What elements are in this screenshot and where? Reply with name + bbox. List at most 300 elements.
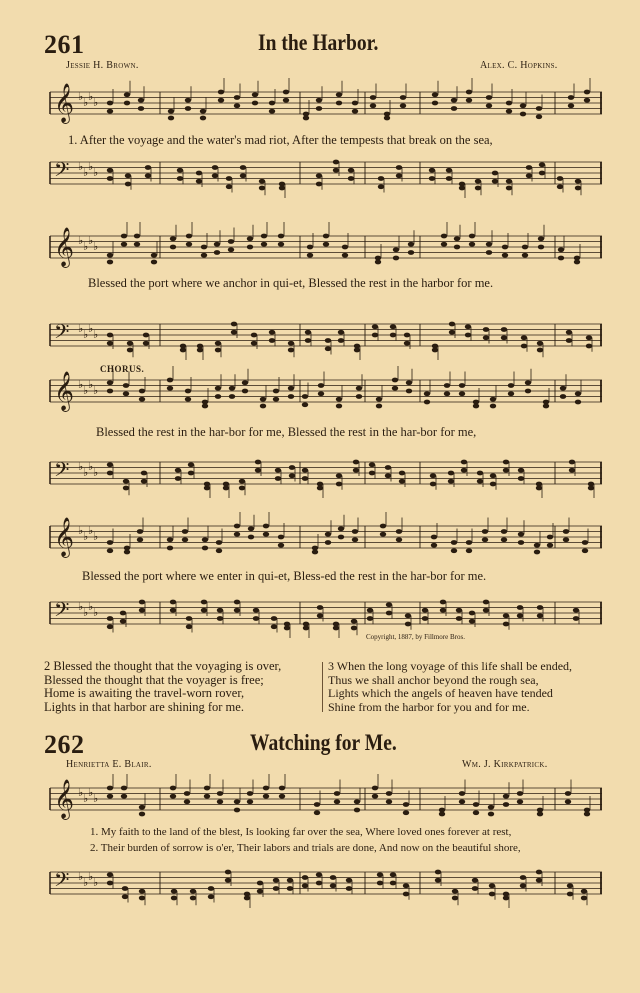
treble-staff (50, 517, 602, 560)
note-head (107, 794, 113, 799)
note-head (399, 471, 405, 476)
note-head (325, 346, 331, 351)
lyric-line: Blessed the port where we enter in qui-et, Bless-ed the rest in the har-bor for me. (82, 569, 487, 583)
note-head (469, 234, 475, 239)
note-head (248, 535, 254, 540)
note-head (325, 338, 331, 343)
note-head (459, 799, 465, 804)
note-head (242, 389, 248, 394)
flat-icon: ♭ (93, 877, 99, 889)
note-head (537, 613, 543, 618)
note-head (525, 389, 531, 394)
note-head (518, 468, 524, 473)
note-head (223, 486, 229, 491)
note-head (338, 330, 344, 335)
note-head (260, 404, 266, 409)
note-head (231, 322, 237, 327)
note-head (378, 176, 384, 181)
note-head (214, 242, 220, 247)
note-head (201, 600, 207, 605)
note-head (288, 394, 294, 399)
note-head (431, 543, 437, 548)
note-head (557, 176, 563, 181)
note-head (107, 881, 113, 886)
note-head (143, 333, 149, 338)
note-head (356, 386, 362, 391)
note-head (431, 535, 437, 540)
note-head (217, 616, 223, 621)
note-head (201, 608, 207, 613)
note-head (526, 173, 532, 178)
note-head (490, 482, 496, 487)
note-head (581, 896, 587, 901)
note-head (279, 186, 285, 191)
note-head (325, 532, 331, 537)
note-head (107, 333, 113, 338)
note-head (139, 600, 145, 605)
note-head (353, 468, 359, 473)
note-head (184, 799, 190, 804)
note-head (352, 529, 358, 534)
flat-icon: ♭ (83, 793, 89, 805)
note-head (247, 236, 253, 241)
note-head (336, 482, 342, 487)
note-head (353, 460, 359, 465)
flat-icon: ♭ (88, 461, 94, 473)
flat-icon: ♭ (93, 167, 99, 179)
flat-icon: ♭ (83, 877, 89, 889)
note-head (582, 540, 588, 545)
note-head (489, 892, 495, 897)
note-head (537, 341, 543, 346)
note-head (424, 400, 430, 405)
note-head (558, 256, 564, 261)
note-head (302, 402, 308, 407)
note-head (139, 896, 145, 901)
note-head (503, 460, 509, 465)
note-head (536, 106, 542, 111)
note-head (234, 95, 240, 100)
note-head (520, 103, 526, 108)
note-head (240, 165, 246, 170)
lyric-line: 2. Their burden of sorrow is o'er, Their labors and trials are done, And now on the beautiful shore, (90, 842, 521, 854)
flat-icon: ♭ (88, 871, 94, 883)
note-head (506, 101, 512, 106)
note-head (218, 90, 224, 95)
note-head (503, 802, 509, 807)
note-head (151, 253, 157, 258)
note-head (466, 90, 472, 95)
verse-line: Blessed the thought that the voyager is free; (44, 672, 264, 687)
note-head (404, 341, 410, 346)
note-head (317, 613, 323, 618)
note-head (124, 92, 130, 97)
note-head (369, 471, 375, 476)
verse-line: 3 When the long voyage of this life shall be ended, (328, 659, 573, 673)
note-head (503, 794, 509, 799)
note-head (336, 473, 342, 478)
note-head (263, 532, 269, 537)
flat-icon: ♭ (83, 385, 89, 397)
note-head (180, 348, 186, 353)
note-head (170, 600, 176, 605)
note-head (261, 242, 267, 247)
note-head (568, 103, 574, 108)
note-head (302, 394, 308, 399)
note-head (138, 106, 144, 111)
note-head (186, 616, 192, 621)
bass-staff (50, 866, 602, 906)
note-head (483, 608, 489, 613)
note-head (506, 109, 512, 114)
note-head (346, 886, 352, 891)
note-head (214, 250, 220, 255)
lyricist-credit: Jessie H. Brown. (66, 60, 139, 71)
note-head (575, 391, 581, 396)
note-head (177, 168, 183, 173)
note-head (234, 103, 240, 108)
note-head (560, 386, 566, 391)
note-head (107, 341, 113, 346)
note-head (380, 524, 386, 529)
note-head (123, 383, 129, 388)
note-head (257, 881, 263, 886)
note-head (538, 245, 544, 250)
bass-clef-icon: 𝄢 (54, 320, 70, 348)
note-head (543, 404, 549, 409)
note-head (461, 468, 467, 473)
note-head (367, 616, 373, 621)
note-head (581, 889, 587, 894)
note-head (547, 535, 553, 540)
flat-icon: ♭ (78, 379, 84, 391)
note-head (190, 889, 196, 894)
bass-clef-icon: 𝄢 (54, 598, 70, 626)
flat-icon: ♭ (88, 235, 94, 247)
note-head (473, 810, 479, 815)
note-head (488, 805, 494, 810)
note-head (465, 324, 471, 329)
note-head (520, 883, 526, 888)
note-head (200, 109, 206, 114)
note-head (269, 101, 275, 106)
note-head (517, 791, 523, 796)
hymn-title: In the Harbor. (258, 30, 379, 55)
note-head (226, 184, 232, 189)
note-head (167, 378, 173, 383)
note-head (432, 101, 438, 106)
treble-staff (50, 227, 602, 270)
note-head (284, 626, 290, 631)
note-head (461, 460, 467, 465)
flat-icon: ♭ (93, 97, 99, 109)
note-head (307, 245, 313, 250)
note-head (208, 894, 214, 899)
flat-icon: ♭ (78, 525, 84, 537)
note-head (124, 550, 130, 555)
note-head (489, 883, 495, 888)
note-head (486, 103, 492, 108)
note-head (167, 386, 173, 391)
note-head (403, 883, 409, 888)
note-head (573, 608, 579, 613)
note-head (506, 179, 512, 184)
note-head (386, 611, 392, 616)
note-head (406, 380, 412, 385)
note-head (316, 173, 322, 178)
flat-icon: ♭ (78, 461, 84, 473)
treble-clef-icon: 𝄞 (54, 371, 75, 411)
note-head (569, 468, 575, 473)
note-head (473, 404, 479, 409)
bass-clef-icon: 𝄢 (54, 158, 70, 186)
note-head (396, 537, 402, 542)
note-head (317, 486, 323, 491)
lyric-line: 1. My faith to the land of the blest, Is looking far over the sea, Where loved ones forever at rest, (90, 826, 512, 838)
note-head (127, 341, 133, 346)
composer-credit: Alex. C. Hopkins. (480, 60, 558, 71)
note-head (518, 476, 524, 481)
note-head (151, 260, 157, 265)
note-head (521, 344, 527, 349)
note-head (486, 242, 492, 247)
note-head (316, 872, 322, 877)
note-head (338, 338, 344, 343)
note-head (351, 619, 357, 624)
hymn-number: 262 (44, 730, 85, 759)
note-head (501, 537, 507, 542)
treble-staff (50, 779, 602, 822)
note-head (234, 600, 240, 605)
note-head (501, 529, 507, 534)
note-head (244, 896, 250, 901)
note-head (469, 242, 475, 247)
note-head (124, 101, 130, 106)
note-head (204, 486, 210, 491)
note-head (228, 239, 234, 244)
note-head (490, 404, 496, 409)
note-head (139, 389, 145, 394)
verse-line: Home is awaiting the travel-worn rover, (44, 686, 245, 700)
verse-line: Shine from the harbor for you and for me. (328, 699, 530, 714)
note-head (501, 335, 507, 340)
note-head (323, 234, 329, 239)
note-head (475, 179, 481, 184)
flat-icon: ♭ (88, 379, 94, 391)
treble-clef-icon: 𝄞 (54, 83, 75, 123)
bass-staff (50, 456, 602, 496)
note-head (392, 378, 398, 383)
flat-icon: ♭ (83, 329, 89, 341)
flat-icon: ♭ (83, 167, 89, 179)
note-head (429, 176, 435, 181)
note-head (251, 341, 257, 346)
note-head (107, 540, 113, 545)
note-head (482, 529, 488, 534)
note-head (107, 109, 113, 114)
note-head (253, 608, 259, 613)
note-head (143, 341, 149, 346)
lyric-line: Blessed the port where we anchor in qui-et, Blessed the rest in the harbor for me. (88, 276, 494, 290)
note-head (288, 341, 294, 346)
note-head (182, 529, 188, 534)
note-head (145, 165, 151, 170)
note-head (279, 794, 285, 799)
note-head (567, 892, 573, 897)
note-head (141, 479, 147, 484)
note-head (547, 543, 553, 548)
note-head (273, 389, 279, 394)
note-head (334, 791, 340, 796)
note-head (503, 622, 509, 627)
note-head (273, 397, 279, 402)
treble-clef-icon: 𝄞 (54, 227, 75, 267)
note-head (125, 182, 131, 187)
note-head (560, 394, 566, 399)
note-head (107, 872, 113, 877)
note-head (573, 616, 579, 621)
note-head (278, 242, 284, 247)
note-head (429, 168, 435, 173)
note-head (218, 98, 224, 103)
note-head (385, 465, 391, 470)
note-head (490, 473, 496, 478)
flat-icon: ♭ (78, 235, 84, 247)
note-head (466, 548, 472, 553)
note-head (269, 338, 275, 343)
note-head (239, 479, 245, 484)
verse-line: Lights in that harbor are shining for me. (44, 699, 244, 714)
note-head (466, 540, 472, 545)
note-head (217, 791, 223, 796)
flat-icon: ♭ (78, 91, 84, 103)
note-head (386, 799, 392, 804)
note-head (234, 808, 240, 813)
note-head (107, 380, 113, 385)
note-head (430, 482, 436, 487)
note-head (405, 622, 411, 627)
lyric-line: 1. After the voyage and the water's mad riot, After the tempests that break on the sea, (68, 133, 493, 147)
note-head (522, 245, 528, 250)
note-head (377, 881, 383, 886)
note-head (336, 101, 342, 106)
note-head (396, 165, 402, 170)
note-head (234, 532, 240, 537)
note-head (271, 624, 277, 629)
note-head (386, 791, 392, 796)
note-head (400, 95, 406, 100)
note-head (312, 550, 318, 555)
verse-divider (322, 662, 323, 712)
note-head (275, 468, 281, 473)
note-head (121, 794, 127, 799)
note-head (444, 383, 450, 388)
note-head (240, 173, 246, 178)
note-head (390, 872, 396, 877)
flat-icon: ♭ (93, 329, 99, 341)
note-head (526, 165, 532, 170)
bass-staff (50, 596, 602, 636)
verse-line: Thus we shall anchor beyond the rough sea, (328, 672, 539, 687)
note-head (257, 889, 263, 894)
note-head (376, 404, 382, 409)
hymn-number: 261 (44, 30, 85, 59)
note-head (342, 245, 348, 250)
note-head (134, 242, 140, 247)
note-head (406, 389, 412, 394)
note-head (338, 535, 344, 540)
note-head (440, 600, 446, 605)
note-head (441, 234, 447, 239)
note-head (107, 616, 113, 621)
note-head (432, 92, 438, 97)
note-head (247, 799, 253, 804)
treble-staff (50, 371, 602, 414)
note-head (185, 98, 191, 103)
note-head (107, 101, 113, 106)
note-head (352, 109, 358, 114)
note-head (424, 391, 430, 396)
note-head (197, 348, 203, 353)
note-head (185, 397, 191, 402)
note-head (269, 330, 275, 335)
note-head (201, 245, 207, 250)
lyric-line: Blessed the rest in the har-bor for me, Blessed the rest in the har-bor for me, (96, 425, 477, 439)
note-head (239, 486, 245, 491)
note-head (536, 878, 542, 883)
note-head (226, 176, 232, 181)
note-head (502, 253, 508, 258)
note-head (216, 548, 222, 553)
flat-icon: ♭ (88, 323, 94, 335)
note-head (469, 611, 475, 616)
note-head (225, 870, 231, 875)
note-head (316, 106, 322, 111)
note-head (123, 486, 129, 491)
flat-icon: ♭ (83, 531, 89, 543)
note-head (440, 608, 446, 613)
note-head (314, 810, 320, 815)
note-head (396, 529, 402, 534)
note-head (348, 176, 354, 181)
note-head (459, 383, 465, 388)
note-head (502, 245, 508, 250)
note-head (354, 348, 360, 353)
note-head (122, 886, 128, 891)
note-head (393, 256, 399, 261)
note-head (435, 870, 441, 875)
note-head (138, 98, 144, 103)
note-head (234, 608, 240, 613)
note-head (305, 338, 311, 343)
note-head (352, 101, 358, 106)
note-head (121, 786, 127, 791)
note-head (260, 397, 266, 402)
note-head (275, 476, 281, 481)
note-head (354, 799, 360, 804)
note-head (182, 537, 188, 542)
note-head (444, 391, 450, 396)
note-head (229, 386, 235, 391)
note-head (123, 391, 129, 396)
note-head (354, 808, 360, 813)
note-head (477, 479, 483, 484)
note-head (234, 799, 240, 804)
note-head (171, 889, 177, 894)
note-head (305, 330, 311, 335)
note-head (459, 391, 465, 396)
note-head (196, 179, 202, 184)
